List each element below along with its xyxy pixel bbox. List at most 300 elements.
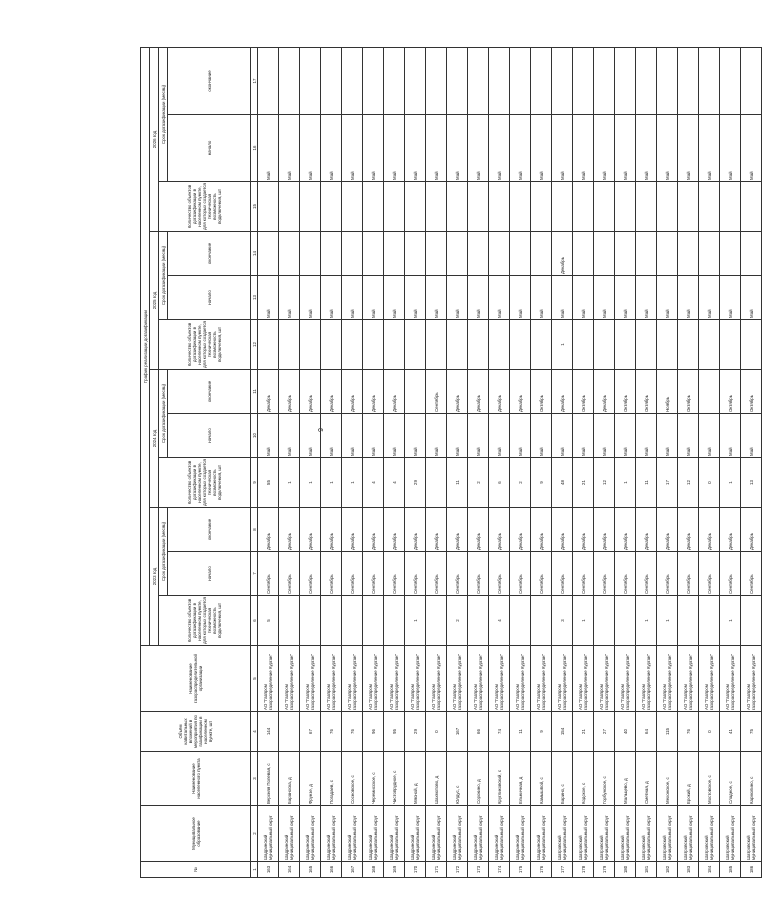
start-2024-cell: Май [321, 414, 342, 458]
objects-2024-cell: 29 [405, 458, 426, 508]
end-2025-cell [720, 232, 741, 276]
start-2025-cell: Май [678, 276, 699, 320]
objects-2024-cell: 12 [678, 458, 699, 508]
start-2024-cell: Май [258, 414, 279, 458]
end-2024-cell: Октябрь [573, 370, 594, 414]
end-2024-cell: Октябрь [720, 370, 741, 414]
column-index: 17 [251, 47, 258, 114]
end-2024-cell: Декабрь [468, 370, 489, 414]
row-number: 177 [552, 862, 573, 878]
end-2023-cell: Декабрь [342, 508, 363, 552]
header-objects-2025: Количество объектов догазификации в населенном пункте, для которых создается техническая возможность подключения, шт [159, 320, 251, 370]
start-2023-cell: Сентябрь [384, 552, 405, 596]
objects-2023-cell [615, 596, 636, 646]
volume-cell: 76 [678, 712, 699, 752]
column-index: 4 [251, 712, 258, 752]
header-settlement: Наименование населенного пункта [141, 752, 251, 806]
end-2026-cell [678, 47, 699, 114]
start-2025-cell: Май [720, 276, 741, 320]
header-municipality: Муниципальное образование [141, 806, 251, 862]
end-2025-cell [573, 232, 594, 276]
objects-2024-cell: 4 [363, 458, 384, 508]
header-num: № [141, 862, 251, 878]
header-year-2025: 2025 год [150, 232, 159, 370]
start-2023-cell: Сентябрь [510, 552, 531, 596]
end-2026-cell [741, 47, 762, 114]
volume-cell: 95 [384, 712, 405, 752]
table-row [636, 47, 657, 877]
header-gdo: Наименование газораспределительной организации [141, 646, 251, 712]
objects-2024-cell: 11 [636, 458, 657, 508]
header-schedule: График реализации догазификации [141, 47, 150, 645]
objects-2025-cell [615, 320, 636, 370]
gdo-cell: АО "Газпром газораспределение Курган" [258, 646, 279, 712]
header-start: начало [168, 414, 251, 458]
column-index: 9 [251, 458, 258, 508]
table-row [699, 47, 720, 877]
settlement-cell: Чистопрудное, с [384, 752, 405, 806]
objects-2024-cell: 2 [510, 458, 531, 508]
end-2026-cell [573, 47, 594, 114]
objects-2026-cell [573, 182, 594, 232]
objects-2023-cell [321, 596, 342, 646]
start-2023-cell: Сентябрь [573, 552, 594, 596]
volume-cell: 41 [720, 712, 741, 752]
end-2024-cell: Декабрь [300, 370, 321, 414]
end-2023-cell: Декабрь [321, 508, 342, 552]
volume-cell: 76 [342, 712, 363, 752]
start-2024-cell: Май [573, 414, 594, 458]
start-2024-cell: Май [342, 414, 363, 458]
end-2024-cell: Декабрь [384, 370, 405, 414]
end-2026-cell [531, 47, 552, 114]
start-2024-cell: Май [489, 414, 510, 458]
end-2026-cell [342, 47, 363, 114]
objects-2025-cell [531, 320, 552, 370]
end-2023-cell: Декабрь [300, 508, 321, 552]
start-2026-cell: Май [678, 115, 699, 182]
row-number: 181 [636, 862, 657, 878]
end-2025-cell [363, 232, 384, 276]
end-2026-cell [384, 47, 405, 114]
start-2024-cell: Май [468, 414, 489, 458]
end-2025-cell [594, 232, 615, 276]
column-index: 14 [251, 232, 258, 276]
column-index: 15 [251, 182, 258, 232]
end-2026-cell [489, 47, 510, 114]
start-2026-cell: Май [741, 115, 762, 182]
objects-2026-cell [615, 182, 636, 232]
objects-2024-cell: 12 [594, 458, 615, 508]
start-2023-cell: Сентябрь [657, 552, 678, 596]
header-end: окончание [168, 232, 251, 276]
start-2024-cell: Май [615, 414, 636, 458]
table-row [405, 47, 426, 877]
row-number: 178 [573, 862, 594, 878]
start-2024-cell: Май [678, 414, 699, 458]
start-2026-cell: Май [342, 115, 363, 182]
settlement-cell: Шахмотово, д [426, 752, 447, 806]
end-2024-cell: Октябрь [531, 370, 552, 414]
settlement-cell: Сорокино, д [468, 752, 489, 806]
start-2025-cell: Май [279, 276, 300, 320]
volume-cell: 154 [552, 712, 573, 752]
start-2023-cell: Сентябрь [279, 552, 300, 596]
gdo-cell: АО "Газпром газораспределение Курган" [405, 646, 426, 712]
settlement-cell: Ерокий, д [678, 752, 699, 806]
objects-2026-cell [489, 182, 510, 232]
start-2024-cell: Май [552, 414, 573, 458]
objects-2023-cell [510, 596, 531, 646]
header-objects-2024: Количество объектов догазификации в населенном пункте, для которых создается техническая возможность подключения, шт [159, 458, 251, 508]
objects-2026-cell [384, 182, 405, 232]
municipality-cell: Шадринский муниципальный округ [258, 806, 279, 862]
settlement-cell: Кругликовский, с [489, 752, 510, 806]
municipality-cell: Шадринский муниципальный округ [321, 806, 342, 862]
table-row [594, 47, 615, 877]
end-2023-cell: Декабрь [279, 508, 300, 552]
settlement-cell: Кодское, с [573, 752, 594, 806]
page-number: 6 [316, 428, 323, 432]
end-2026-cell [447, 47, 468, 114]
objects-2025-cell [300, 320, 321, 370]
start-2026-cell: Май [405, 115, 426, 182]
table-row [615, 47, 636, 877]
end-2023-cell: Декабрь [678, 508, 699, 552]
start-2025-cell: Май [741, 276, 762, 320]
header-end: окончание [168, 370, 251, 414]
municipality-cell: Шадринский муниципальный округ [342, 806, 363, 862]
end-2025-cell [447, 232, 468, 276]
header-end: окончание [168, 47, 251, 114]
row-number: 168 [363, 862, 384, 878]
objects-2024-cell: 48 [552, 458, 573, 508]
table-row [447, 47, 468, 877]
end-2023-cell: Декабрь [447, 508, 468, 552]
gdo-cell: АО "Газпром газораспределение Курган" [321, 646, 342, 712]
row-number: 176 [531, 862, 552, 878]
header-period-2025: Срок догазификации (месяц) [159, 232, 168, 320]
end-2023-cell: Декабрь [720, 508, 741, 552]
start-2024-cell: Май [405, 414, 426, 458]
start-2025-cell: Май [321, 276, 342, 320]
end-2023-cell: Декабрь [741, 508, 762, 552]
objects-2024-cell: 11 [447, 458, 468, 508]
row-number: 165 [300, 862, 321, 878]
start-2026-cell: Май [426, 115, 447, 182]
settlement-cell: Мясной, д [405, 752, 426, 806]
objects-2024-cell: 55 [258, 458, 279, 508]
column-index: 1 [251, 862, 258, 878]
end-2026-cell [720, 47, 741, 114]
row-number: 163 [258, 862, 279, 878]
volume-cell: 29 [405, 712, 426, 752]
end-2026-cell [258, 47, 279, 114]
municipality-cell: Шадринский муниципальный округ [405, 806, 426, 862]
municipality-cell: Шатровский муниципальный округ [657, 806, 678, 862]
header-period-2026: Срок догазификации (месяц) [159, 47, 168, 181]
volume-cell: 96 [363, 712, 384, 752]
start-2024-cell: Май [447, 414, 468, 458]
end-2025-cell [258, 232, 279, 276]
end-2023-cell: Декабрь [510, 508, 531, 552]
objects-2023-cell: 1 [636, 596, 657, 646]
table-row [531, 47, 552, 877]
volume-cell: 21 [573, 712, 594, 752]
start-2025-cell: Май [657, 276, 678, 320]
start-2024-cell: Май [510, 414, 531, 458]
end-2024-cell: Ноябрь [657, 370, 678, 414]
end-2025-cell [405, 232, 426, 276]
settlement-cell: Камыш6ой, с [531, 752, 552, 806]
start-2025-cell: Май [384, 276, 405, 320]
settlement-cell: Юлдус, с [447, 752, 468, 806]
volume-cell: 74 [489, 712, 510, 752]
start-2023-cell: Сентябрь [468, 552, 489, 596]
start-2023-cell: Сентябрь [636, 552, 657, 596]
start-2024-cell: Май [657, 414, 678, 458]
header-year-2023: 2023 год [150, 508, 159, 646]
start-2023-cell: Сентябрь [741, 552, 762, 596]
objects-2023-cell [531, 596, 552, 646]
end-2024-cell: Декабрь [342, 370, 363, 414]
objects-2023-cell [699, 596, 720, 646]
start-2024-cell: Май [636, 414, 657, 458]
table-row [342, 47, 363, 877]
table-row [657, 47, 678, 877]
gdo-cell: АО "Газпром газораспределение Курган" [468, 646, 489, 712]
start-2026-cell: Май [531, 115, 552, 182]
settlement-cell: Горбунское, с [594, 752, 615, 806]
gdo-cell: АО "Газпром газораспределение Курган" [447, 646, 468, 712]
objects-2024-cell: 1 [300, 458, 321, 508]
gdo-cell: АО "Газпром газораспределение Курган" [594, 646, 615, 712]
start-2023-cell: Сентябрь [363, 552, 384, 596]
settlement-cell: Сметная, д [636, 752, 657, 806]
end-2024-cell: Октябрь [678, 370, 699, 414]
header-start: начало [168, 115, 251, 182]
gdo-cell: АО "Газпром газораспределение Курган" [342, 646, 363, 712]
end-2026-cell [594, 47, 615, 114]
municipality-cell: Шатровский муниципальный округ [720, 806, 741, 862]
objects-2026-cell [531, 182, 552, 232]
municipality-cell: Шадринский муниципальный округ [531, 806, 552, 862]
start-2025-cell: Май [531, 276, 552, 320]
end-2025-cell [300, 232, 321, 276]
end-2023-cell: Декабрь [615, 508, 636, 552]
objects-2023-cell [678, 596, 699, 646]
end-2023-cell: Декабрь [489, 508, 510, 552]
end-2026-cell [657, 47, 678, 114]
table-row [300, 47, 321, 877]
gdo-cell: АО "Газпром газораспределение Курган" [426, 646, 447, 712]
end-2024-cell: Декабрь [594, 370, 615, 414]
end-2025-cell [741, 232, 762, 276]
start-2024-cell: Май [741, 414, 762, 458]
start-2024-cell: Май [720, 414, 741, 458]
objects-2026-cell [720, 182, 741, 232]
end-2024-cell: Декабрь [447, 370, 468, 414]
end-2023-cell: Декабрь [531, 508, 552, 552]
municipality-cell: Шатровский муниципальный округ [594, 806, 615, 862]
end-2025-cell [489, 232, 510, 276]
volume-cell: 66 [468, 712, 489, 752]
settlement-cell: Черемисское, с [363, 752, 384, 806]
end-2026-cell [552, 47, 573, 114]
objects-2025-cell [720, 320, 741, 370]
column-index: 13 [251, 276, 258, 320]
end-2024-cell: Декабрь [363, 370, 384, 414]
header-volume: Объём капитальных вложений в мероприятия по газификации в населенном пункте, шт [141, 712, 251, 752]
objects-2023-cell [384, 596, 405, 646]
start-2026-cell: Май [468, 115, 489, 182]
start-2025-cell: Май [636, 276, 657, 320]
objects-2026-cell [594, 182, 615, 232]
end-2025-cell [321, 232, 342, 276]
municipality-cell: Шадринский муниципальный округ [300, 806, 321, 862]
header-year-2024: 2024 год [150, 370, 159, 508]
table-row [741, 47, 762, 877]
objects-2025-cell [447, 320, 468, 370]
start-2025-cell: Май [510, 276, 531, 320]
settlement-cell: Фрунзе, д [300, 752, 321, 806]
row-number: 184 [699, 862, 720, 878]
settlement-cell: Ельничная, д [510, 752, 531, 806]
start-2026-cell: Май [636, 115, 657, 182]
objects-2025-cell [699, 320, 720, 370]
column-index: 3 [251, 752, 258, 806]
start-2024-cell: Май [300, 414, 321, 458]
end-2026-cell [636, 47, 657, 114]
end-2023-cell: Декабрь [405, 508, 426, 552]
objects-2024-cell: 13 [741, 458, 762, 508]
table-row [321, 47, 342, 877]
end-2024-cell [405, 370, 426, 414]
end-2023-cell: Декабрь [573, 508, 594, 552]
municipality-cell: Шатровский муниципальный округ [615, 806, 636, 862]
gdo-cell: АО "Газпром газораспределение Курган" [363, 646, 384, 712]
municipality-cell: Шадринский муниципальный округ [426, 806, 447, 862]
end-2025-cell [657, 232, 678, 276]
end-2024-cell [699, 370, 720, 414]
objects-2025-cell [468, 320, 489, 370]
start-2023-cell: Сентябрь [321, 552, 342, 596]
end-2024-cell: Декабрь [552, 370, 573, 414]
objects-2026-cell [699, 182, 720, 232]
row-number: 164 [279, 862, 300, 878]
start-2026-cell: Май [552, 115, 573, 182]
gdo-cell: АО "Газпром газораспределение Курган" [573, 646, 594, 712]
objects-2026-cell [447, 182, 468, 232]
start-2025-cell: Май [426, 276, 447, 320]
start-2026-cell: Май [363, 115, 384, 182]
settlement-cell: Мехонское, с [657, 752, 678, 806]
end-2024-cell: Декабрь [510, 370, 531, 414]
row-number: 170 [405, 862, 426, 878]
table-row [720, 47, 741, 877]
start-2024-cell: Май [384, 414, 405, 458]
start-2023-cell: Сентябрь [489, 552, 510, 596]
end-2024-cell: Декабрь [489, 370, 510, 414]
settlement-cell: Кармолино, с [741, 752, 762, 806]
objects-2025-cell [384, 320, 405, 370]
objects-2025-cell [258, 320, 279, 370]
objects-2024-cell: 0 [699, 458, 720, 508]
municipality-cell: Шадринский муниципальный округ [468, 806, 489, 862]
gdo-cell: АО "Газпром газораспределение Курган" [300, 646, 321, 712]
end-2025-cell [384, 232, 405, 276]
municipality-cell: Шадринский муниципальный округ [363, 806, 384, 862]
start-2025-cell: Май [342, 276, 363, 320]
start-2025-cell: Май [489, 276, 510, 320]
objects-2026-cell [279, 182, 300, 232]
objects-2024-cell: 1 [321, 458, 342, 508]
objects-2023-cell: 3 [552, 596, 573, 646]
start-2026-cell: Май [510, 115, 531, 182]
table-row [573, 47, 594, 877]
start-2026-cell: Май [258, 115, 279, 182]
municipality-cell: Шадринский муниципальный округ [489, 806, 510, 862]
objects-2024-cell: 1 [720, 458, 741, 508]
volume-cell: 167 [447, 712, 468, 752]
objects-2023-cell: 1 [573, 596, 594, 646]
volume-cell: 64 [636, 712, 657, 752]
start-2023-cell: Сентябрь [258, 552, 279, 596]
objects-2026-cell [657, 182, 678, 232]
column-index: 7 [251, 552, 258, 596]
volume-cell: 40 [615, 712, 636, 752]
municipality-cell: Шатровский муниципальный округ [699, 806, 720, 862]
start-2026-cell: Май [447, 115, 468, 182]
gdo-cell: АО "Газпром газораспределение Курган" [384, 646, 405, 712]
start-2024-cell: Май [699, 414, 720, 458]
end-2026-cell [405, 47, 426, 114]
start-2023-cell: Сентябрь [594, 552, 615, 596]
row-number: 167 [342, 862, 363, 878]
end-2024-cell: Декабрь [279, 370, 300, 414]
objects-2024-cell: 1 [615, 458, 636, 508]
start-2023-cell: Сентябрь [678, 552, 699, 596]
settlement-cell: Погадаев, с [321, 752, 342, 806]
volume-cell: 11 [510, 712, 531, 752]
header-end: окончание [168, 508, 251, 552]
volume-cell: 67 [300, 712, 321, 752]
end-2023-cell: Декабрь [384, 508, 405, 552]
objects-2025-cell [510, 320, 531, 370]
objects-2026-cell [636, 182, 657, 232]
row-number: 174 [489, 862, 510, 878]
start-2026-cell: Май [573, 115, 594, 182]
objects-2024-cell: 1 [342, 458, 363, 508]
volume-cell: 115 [657, 712, 678, 752]
header-start: начало [168, 276, 251, 320]
objects-2024-cell: 4 [384, 458, 405, 508]
objects-2026-cell [510, 182, 531, 232]
end-2023-cell: Декабрь [426, 508, 447, 552]
start-2023-cell: Сентябрь [531, 552, 552, 596]
header-start: начало [168, 552, 251, 596]
start-2023-cell: Сентябрь [720, 552, 741, 596]
volume-cell: 75 [741, 712, 762, 752]
row-number: 186 [741, 862, 762, 878]
column-index: 11 [251, 370, 258, 414]
municipality-cell: Шадринский муниципальный округ [384, 806, 405, 862]
objects-2023-cell: 1 [657, 596, 678, 646]
table-row [678, 47, 699, 877]
volume-cell: 0 [426, 712, 447, 752]
end-2025-cell [279, 232, 300, 276]
start-2026-cell: Май [489, 115, 510, 182]
